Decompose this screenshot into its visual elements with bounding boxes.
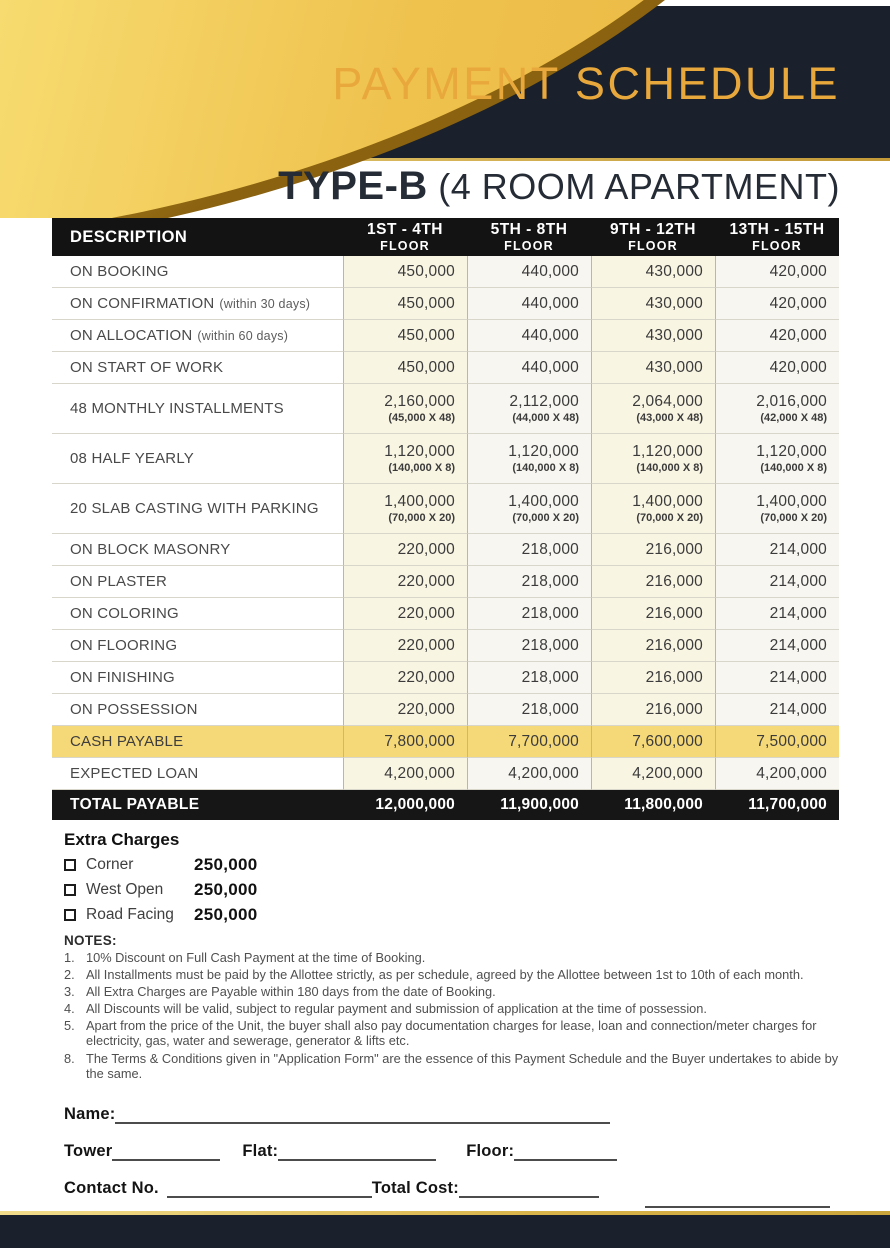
amount-value: 12,000,000 [375,796,455,813]
tower-label: Tower [64,1141,113,1160]
amount-cell [467,662,591,694]
table-row [52,256,839,288]
amount-value: 420,000 [769,262,827,280]
row-label: CASH PAYABLE [70,733,184,750]
amount-value: 2,064,000 [632,393,703,410]
form-row-contact-cost [64,1171,840,1198]
amount-value: 430,000 [645,262,703,280]
amount-value: 216,000 [645,668,703,686]
amount-cell [591,534,715,566]
amount-cell [715,694,839,726]
amount-cell [343,726,467,758]
table-row [52,434,839,484]
form-row-name [64,1097,840,1124]
amount-value: 4,200,000 [632,764,703,782]
checkbox-icon[interactable] [64,909,76,921]
amount-value: 2,112,000 [509,393,579,410]
row-label-note: (within 30 days) [219,296,311,311]
row-label: ON FINISHING [70,669,175,686]
amount-breakdown: (44,000 X 48) [512,412,579,424]
flat-label: Flat: [242,1141,279,1160]
amount-value: 11,800,000 [624,796,703,813]
amount-cell [715,320,839,352]
amount-value: 420,000 [769,326,827,344]
amount-cell [591,758,715,790]
amount-value: 450,000 [397,358,455,376]
amount-cell [715,384,839,434]
notes-section [64,933,842,1081]
amount-value: 4,200,000 [384,764,455,782]
amount-value: 7,600,000 [632,732,703,750]
amount-cell [467,384,591,434]
amount-cell [343,630,467,662]
amount-cell [715,352,839,384]
amount-value: 7,800,000 [384,732,455,750]
amount-cell [715,790,839,820]
table-row [52,566,839,598]
extra-charge-label: West Open [86,881,164,898]
extra-charge-item-west-open [64,880,890,900]
row-description-cell [52,384,343,434]
row-label: 20 SLAB CASTING WITH PARKING [70,500,319,517]
amount-cell [467,598,591,630]
amount-value: 220,000 [397,540,455,558]
floor-column-header-2: 5TH - 8TH FLOOR [490,221,568,253]
row-label: ON CONFIRMATION [70,295,215,312]
amount-cell [343,662,467,694]
amount-cell [343,320,467,352]
amount-value: 214,000 [769,604,827,622]
amount-breakdown: (140,000 X 8) [760,462,827,474]
checkbox-icon[interactable] [64,859,76,871]
amount-value: 1,120,000 [756,443,827,460]
amount-cell [467,434,591,484]
amount-value: 214,000 [769,572,827,590]
contact-no-label: Contact No. [64,1178,159,1197]
page-title: PAYMENT SCHEDULE [332,58,840,109]
amount-cell [343,598,467,630]
amount-value: 214,000 [769,668,827,686]
amount-cell [343,758,467,790]
amount-value: 214,000 [769,540,827,558]
payment-table [52,218,839,820]
amount-cell [591,790,715,820]
table-row [52,352,839,384]
hero-header [0,0,890,218]
amount-cell [715,630,839,662]
floor-input-line[interactable] [514,1141,617,1161]
table-row [52,662,839,694]
amount-value: 11,700,000 [748,796,827,813]
row-label: ON PLASTER [70,573,168,590]
amount-value: 1,400,000 [508,493,579,510]
amount-cell [715,256,839,288]
table-row [52,630,839,662]
amount-value: 220,000 [397,572,455,590]
floor-label: Floor: [466,1141,515,1160]
amount-breakdown: (70,000 X 20) [512,512,579,524]
row-description-cell [52,630,343,662]
amount-cell [715,662,839,694]
row-label: 08 HALF YEARLY [70,450,194,467]
amount-cell [467,320,591,352]
amount-cell [591,726,715,758]
extra-charge-amount: 250,000 [194,855,258,874]
amount-value: 214,000 [769,636,827,654]
amount-cell [591,566,715,598]
footer-dark-band [0,1215,890,1248]
extra-charges-section [64,830,890,925]
type-description: (4 ROOM APARTMENT) [427,166,840,207]
note-item: 1. 10% Discount on Full Cash Payment at the time of Booking. [64,950,426,965]
amount-breakdown: (140,000 X 8) [512,462,579,474]
row-description-cell [52,352,343,384]
amount-cell [591,630,715,662]
amount-cell [343,484,467,534]
notes-title: NOTES: [64,933,117,948]
amount-cell [591,384,715,434]
amount-breakdown: (43,000 X 48) [636,412,703,424]
amount-value: 11,900,000 [500,796,579,813]
checkbox-icon[interactable] [64,884,76,896]
row-label: 48 MONTHLY INSTALLMENTS [70,400,284,417]
amount-cell [343,288,467,320]
amount-value: 450,000 [397,262,455,280]
row-description-cell [52,790,343,820]
amount-breakdown: (70,000 X 20) [636,512,703,524]
amount-cell [343,256,467,288]
amount-breakdown: (140,000 X 8) [636,462,703,474]
amount-cell [467,352,591,384]
total-cost-input-line[interactable] [459,1178,599,1198]
amount-value: 440,000 [521,358,579,376]
row-description-cell [52,566,343,598]
amount-cell [715,726,839,758]
amount-value: 440,000 [521,326,579,344]
row-description-cell [52,484,343,534]
row-description-cell [52,534,343,566]
amount-breakdown: (70,000 X 20) [760,512,827,524]
amount-cell [715,598,839,630]
row-label: ON BLOCK MASONRY [70,541,231,558]
floor-column-header-3: 9TH - 12TH FLOOR [610,221,696,253]
total-cost-label: Total Cost: [371,1178,459,1197]
amount-cell [467,694,591,726]
amount-value: 440,000 [521,294,579,312]
amount-cell [591,484,715,534]
amount-cell [591,598,715,630]
form-row-tower-flat-floor [64,1134,840,1161]
row-label: ON COLORING [70,605,179,622]
amount-value: 430,000 [645,358,703,376]
amount-cell [591,288,715,320]
table-row [52,790,839,820]
amount-value: 218,000 [521,636,579,654]
amount-cell [591,352,715,384]
name-label: Name: [64,1104,116,1123]
amount-value: 450,000 [397,326,455,344]
table-row [52,598,839,630]
amount-value: 220,000 [397,700,455,718]
amount-value: 218,000 [521,572,579,590]
amount-value: 220,000 [397,636,455,654]
row-label: ON FLOORING [70,637,178,654]
table-row [52,534,839,566]
row-label: ON ALLOCATION [70,327,193,344]
extra-charge-label: Corner [86,856,134,873]
page-footer [0,1211,890,1248]
flat-input-line[interactable] [278,1141,436,1161]
type-label: TYPE-B [278,164,428,208]
table-row [52,288,839,320]
amount-cell [467,256,591,288]
amount-value: 4,200,000 [756,764,827,782]
amount-value: 430,000 [645,294,703,312]
row-label-note: (within 60 days) [197,328,289,343]
table-row [52,726,839,758]
amount-value: 7,700,000 [508,732,579,750]
amount-cell [715,434,839,484]
note-item: 2. All Installments must be paid by the Allottee strictly, as per schedule, agreed by the Allottee between 1st to 10th of each month. [64,967,804,983]
amount-breakdown: (42,000 X 48) [760,412,827,424]
amount-breakdown: (45,000 X 48) [388,412,455,424]
amount-value: 7,500,000 [756,732,827,750]
table-body [52,256,839,820]
amount-value: 4,200,000 [508,764,579,782]
row-label: EXPECTED LOAN [70,765,199,782]
row-label: ON POSSESSION [70,701,198,718]
amount-value: 440,000 [521,262,579,280]
row-description-cell [52,320,343,352]
amount-value: 216,000 [645,604,703,622]
description-column-header: DESCRIPTION [70,227,188,246]
amount-cell [591,320,715,352]
contact-no-input-line[interactable] [167,1178,372,1198]
amount-value: 218,000 [521,604,579,622]
row-description-cell [52,256,343,288]
amount-cell [715,566,839,598]
amount-cell [343,790,467,820]
amount-cell [715,758,839,790]
extra-charges-title: Extra Charges [64,830,180,849]
row-label: ON BOOKING [70,263,169,280]
amount-breakdown: (70,000 X 20) [388,512,455,524]
amount-cell [467,534,591,566]
row-description-cell [52,662,343,694]
amount-cell [591,434,715,484]
amount-value: 220,000 [397,604,455,622]
table-header-row [52,218,839,256]
amount-cell [467,758,591,790]
amount-cell [715,534,839,566]
amount-value: 216,000 [645,700,703,718]
floor-column-header-1: 1ST - 4TH FLOOR [367,221,443,253]
amount-value: 218,000 [521,540,579,558]
table-row [52,320,839,352]
amount-value: 216,000 [645,540,703,558]
note-item: 5. Apart from the price of the Unit, the buyer shall also pay documentation charges for lease, loan and connection/meter charges for electricity, gas, water and sewerage, generator & lifts etc. [64,1018,817,1049]
amount-value: 1,400,000 [756,493,827,510]
amount-cell [343,534,467,566]
note-item: 4. All Discounts will be valid, subject to regular payment and submission of application at the time of possession. [64,1001,707,1017]
amount-value: 216,000 [645,572,703,590]
extra-charge-item-road-facing [64,905,890,925]
floor-column-header-4: 13TH - 15TH FLOOR [729,221,825,253]
amount-cell [343,384,467,434]
name-input-line[interactable] [115,1104,610,1124]
amount-value: 220,000 [397,668,455,686]
amount-cell [467,288,591,320]
note-item: 3. All Extra Charges are Payable within 180 days from the date of Booking. [64,984,496,1000]
amount-cell [591,256,715,288]
amount-cell [591,662,715,694]
row-description-cell [52,694,343,726]
amount-value: 1,120,000 [632,443,703,460]
extra-charge-label: Road Facing [86,906,174,923]
amount-value: 1,120,000 [384,443,455,460]
amount-value: 2,016,000 [756,393,827,410]
amount-value: 1,120,000 [508,443,579,460]
amount-value: 420,000 [769,294,827,312]
tower-input-line[interactable] [112,1141,220,1161]
extra-charge-amount: 250,000 [194,880,258,899]
amount-cell [343,694,467,726]
table-row [52,384,839,434]
amount-value: 420,000 [769,358,827,376]
amount-cell [467,790,591,820]
note-item: 8. The Terms & Conditions given in "Application Form" are the essence of this Payment Schedule and the Buyer undertakes to abide by the same. [64,1050,839,1081]
apartment-type-heading [278,164,840,209]
amount-breakdown: (140,000 X 8) [388,462,455,474]
amount-cell [715,484,839,534]
amount-value: 450,000 [397,294,455,312]
row-label: TOTAL PAYABLE [70,796,200,813]
amount-cell [343,566,467,598]
amount-cell [467,566,591,598]
amount-value: 218,000 [521,668,579,686]
amount-value: 1,400,000 [632,493,703,510]
amount-value: 216,000 [645,636,703,654]
table-row [52,758,839,790]
table-row [52,694,839,726]
row-label: ON START OF WORK [70,359,224,376]
amount-value: 2,160,000 [384,393,455,410]
row-description-cell [52,726,343,758]
amount-cell [343,352,467,384]
row-description-cell [52,758,343,790]
amount-cell [467,484,591,534]
row-description-cell [52,288,343,320]
amount-value: 1,400,000 [384,493,455,510]
extra-charge-item-corner [64,855,890,875]
table-row [52,484,839,534]
amount-cell [591,694,715,726]
row-description-cell [52,434,343,484]
amount-value: 218,000 [521,700,579,718]
amount-cell [715,288,839,320]
amount-cell [467,630,591,662]
amount-cell [467,726,591,758]
amount-value: 214,000 [769,700,827,718]
extra-charge-amount: 250,000 [194,905,258,924]
row-description-cell [52,598,343,630]
amount-value: 430,000 [645,326,703,344]
amount-cell [343,434,467,484]
